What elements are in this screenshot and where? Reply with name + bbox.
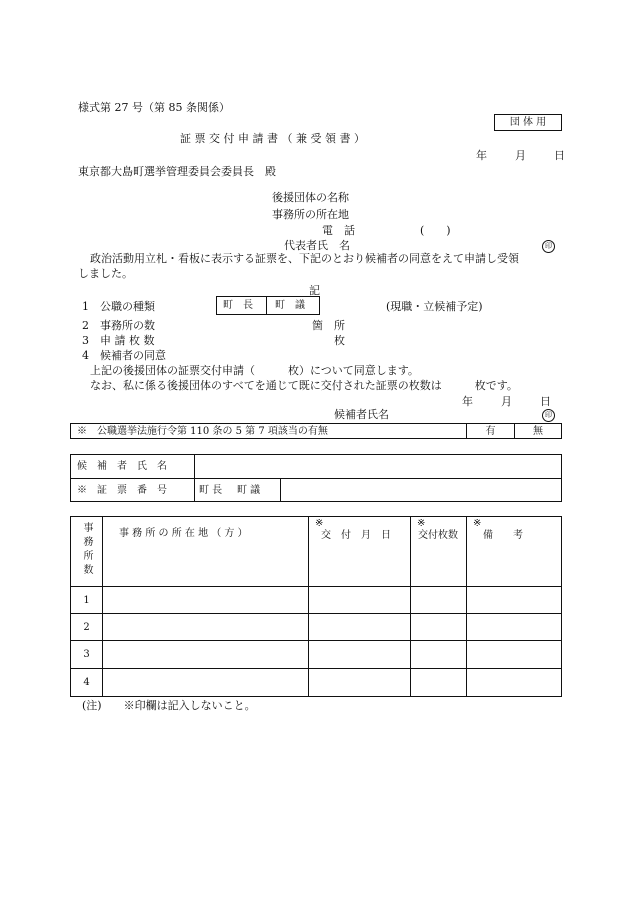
group-label-box xyxy=(494,114,562,131)
office-col-qty-mark: ※ xyxy=(417,518,426,529)
body-line-1: 政治活動用立札・看板に表示する証票を、下記のとおり候補者の同意をえて申請し受領 xyxy=(90,252,519,265)
page-title: 証 票 交 付 申 請 書 （ 兼 受 領 書 ） xyxy=(180,132,365,145)
office-col-count-header: 事務所数 xyxy=(81,522,92,578)
office-row-line-4 xyxy=(71,668,561,669)
certificate-number-field[interactable] xyxy=(285,482,557,498)
office-row-3-address[interactable] xyxy=(105,643,305,665)
item1-note: (現職・立候補予定) xyxy=(386,300,483,313)
phone-parens: ( ) xyxy=(420,224,451,237)
seal-icon: 印 xyxy=(542,240,555,253)
consent-line-2: なお、私に係る後援団体のすべてを通じて既に交付された証票の枚数は 枚です。 xyxy=(90,379,518,392)
office-row-1-address[interactable] xyxy=(105,589,305,611)
office-col-note-mark: ※ xyxy=(473,518,482,529)
item3-number: 3 xyxy=(82,334,89,347)
consent-date: 年 月 日 xyxy=(462,395,553,408)
office-col-line-1 xyxy=(102,517,103,696)
office-col-line-3 xyxy=(410,517,411,696)
item2-unit: 箇 所 xyxy=(312,319,345,332)
office-type-box xyxy=(216,296,320,315)
candidate-name-label: 候補者氏名 xyxy=(334,408,389,421)
law-row-yes[interactable]: 有 xyxy=(485,426,496,437)
item1-number: 1 xyxy=(82,300,89,313)
addressee: 東京都大島町選挙管理委員会委員長 殿 xyxy=(78,165,276,178)
certificate-type-mayor: 町 長 xyxy=(199,485,223,496)
candidate-name-field-label: 候 補 者 氏 名 xyxy=(77,461,167,472)
office-col-line-2 xyxy=(308,517,309,696)
office-row-4-number: 4 xyxy=(83,677,90,688)
office-col-note-header: 備 考 xyxy=(483,530,523,541)
office-row-2-address[interactable] xyxy=(105,616,305,638)
office-col-line-4 xyxy=(466,517,467,696)
body-line-2: しました。 xyxy=(78,267,133,280)
office-row-3-number: 3 xyxy=(83,649,90,660)
item2-number: 2 xyxy=(82,319,89,332)
footnote: (注) ※印欄は記入しないこと。 xyxy=(82,699,256,712)
office-type-council: 町 議 xyxy=(275,300,305,311)
phone-label: 電 話 xyxy=(322,224,355,237)
date-line-top: 年 月 日 xyxy=(476,149,567,162)
law-row-no[interactable]: 無 xyxy=(533,426,543,437)
law-row xyxy=(70,423,562,439)
candidate-table-divider xyxy=(71,478,561,479)
certificate-type-council: 町 議 xyxy=(237,485,261,496)
office-type-mayor: 町 長 xyxy=(223,300,253,311)
office-row-1-number: 1 xyxy=(83,595,90,606)
candidate-table-col-2 xyxy=(280,479,281,501)
office-col-date-header: 交 付 月 日 xyxy=(321,530,391,541)
candidate-table xyxy=(70,454,562,502)
office-table xyxy=(70,516,562,697)
item4-number: 4 xyxy=(82,349,89,362)
group-label: 団 体 用 xyxy=(509,117,547,128)
office-row-line-3 xyxy=(71,640,561,641)
law-row-text: ※ 公職選挙法施行令第 110 条の 5 第 7 項該当の有無 xyxy=(77,426,328,437)
ki-heading: 記 xyxy=(309,284,320,297)
office-col-address-header: 事 務 所 の 所 在 地 （ 方 ） xyxy=(119,528,248,539)
office-col-date-mark: ※ xyxy=(315,518,324,529)
office-row-4-address[interactable] xyxy=(105,671,305,693)
item3-label: 申 請 枚 数 xyxy=(100,334,155,347)
office-address-label: 事務所の所在地 xyxy=(272,208,349,221)
org-name-label: 後援団体の名称 xyxy=(272,191,349,204)
office-row-2-number: 2 xyxy=(83,622,90,633)
item1-label: 公職の種類 xyxy=(100,300,155,313)
certificate-number-label: ※ 証 票 番 号 xyxy=(77,485,167,496)
seal-mark xyxy=(542,239,555,253)
office-row-line-2 xyxy=(71,613,561,614)
candidate-seal-icon: 印 xyxy=(542,409,555,422)
office-col-qty-header: 交付枚数 xyxy=(418,530,458,541)
candidate-seal xyxy=(542,408,555,422)
candidate-name-field[interactable] xyxy=(199,459,557,475)
item2-label: 事務所の数 xyxy=(100,319,155,332)
form-number: 様式第 27 号（第 85 条関係） xyxy=(78,101,230,114)
office-type-divider xyxy=(266,297,267,314)
office-row-line-1 xyxy=(71,586,561,587)
candidate-table-col-1 xyxy=(194,455,195,501)
consent-line-1: 上記の後援団体の証票交付申請（ 枚）について同意します。 xyxy=(90,364,419,377)
item4-label: 候補者の同意 xyxy=(100,349,166,362)
item3-unit: 枚 xyxy=(334,334,345,347)
representative-label: 代表者氏 名 xyxy=(284,239,350,252)
